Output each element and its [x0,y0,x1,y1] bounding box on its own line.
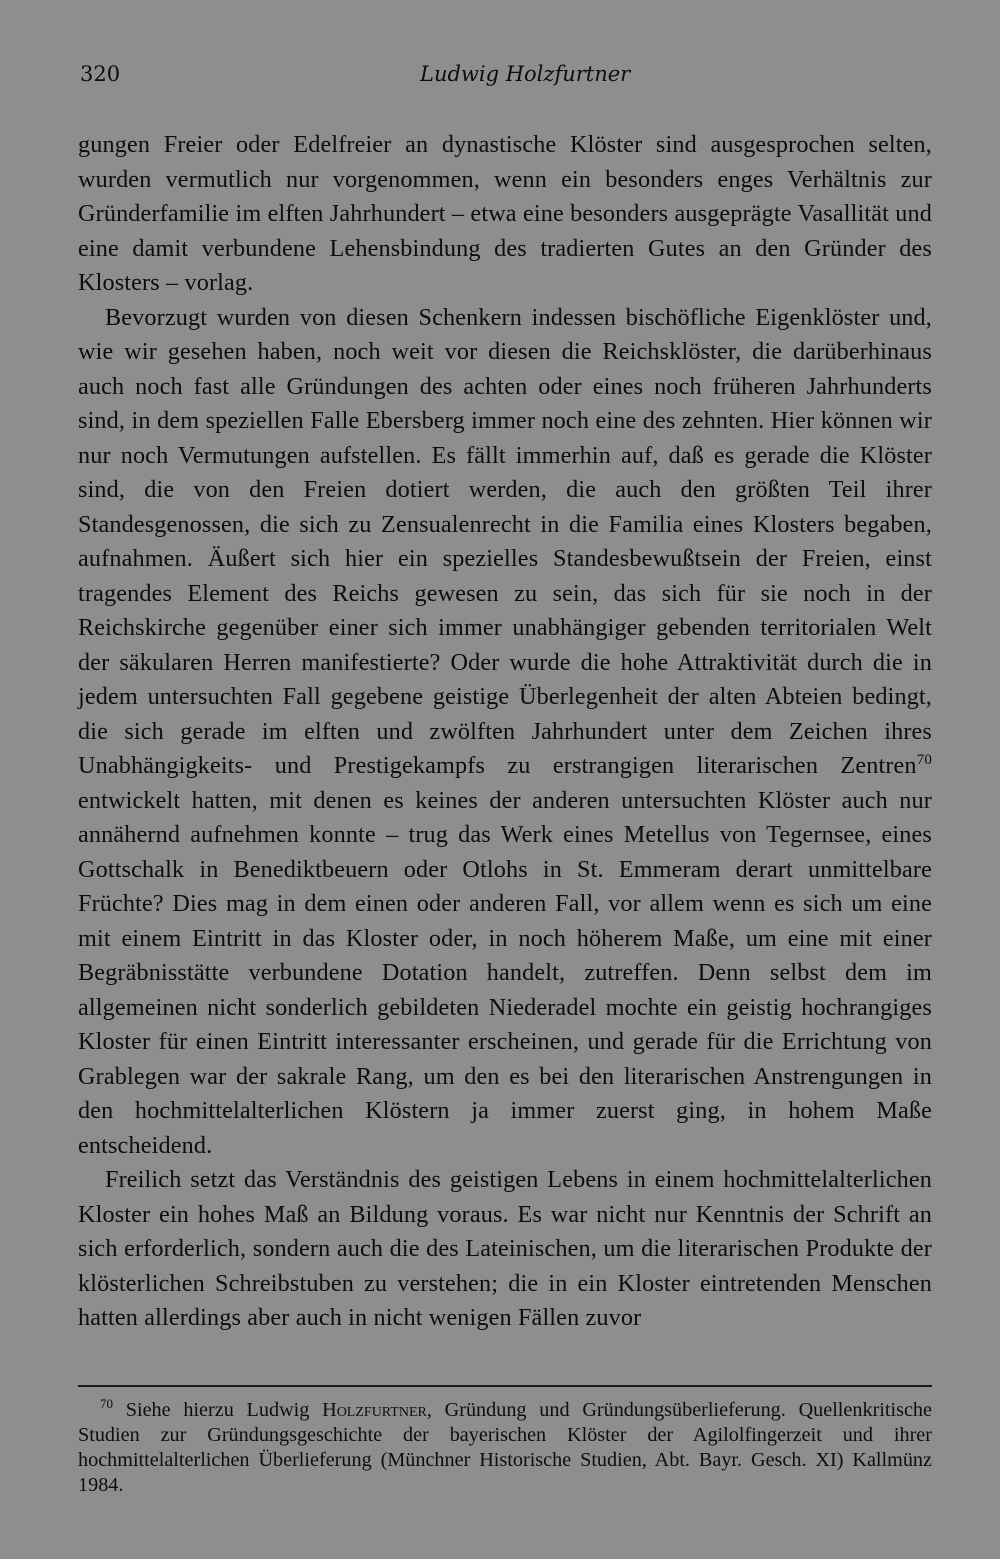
page-number: 320 [80,62,121,86]
running-head: Ludwig Holzfurtner [420,62,631,86]
footnote-divider [78,1385,932,1387]
paragraph-2-part-2: entwickelt hatten, mit denen es keines der anderen untersuchten Klöster auch nur annähernd aufnehmen konnte – trug das Werk eines Metellus von Tegernsee, eines Gottschalk in Benediktbeuern oder Otlohs in St. Emmeram derart unmittelbare Früchte? Dies mag in dem einen oder anderen Fall, vor allem wenn es sich um eine mit einem Eintritt in das Kloster oder, in noch höherem Maße, um eine mit einer Begräbnisstätte verbundene Dotation handelt, zutreffen. Denn selbst dem im allgemeinen nicht sonderlich gebildeten Niederadel mochte ein geistig hochrangiges Kloster für einen Eintritt interessanter erscheinen, und gerade für die Errichtung von Grablegen war der sakrale Rang, um den es bei den literarischen Anstrengungen in den hochmittelalterlichen Klöstern ja immer zuerst ging, in hohem Maße entscheidend. [78,786,932,1159]
paragraph-3: Freilich setzt das Verständnis des geistigen Lebens in einem hochmittelalterlichen Kloster ein hohes Maß an Bildung voraus. Es war nicht nur Kenntnis der Schrift an sich erforderlich, sondern auch die des Lateinischen, um die literarischen Produkte der klösterlichen Schreibstuben zu verstehen; die in ein Kloster eintretenden Menschen hatten allerdings aber auch in nicht wenigen Fällen zuvor [78,1166,932,1331]
main-text [78,128,932,1336]
page-header [76,62,936,98]
footnote-author: Holzfurtner [322,1399,427,1421]
paragraph-2-part-1: Bevorzugt wurden von diesen Schenkern indessen bischöfliche Eigenklöster und, wie wir gesehen haben, noch weit vor diesen die Reichsklöster, die darüberhinaus auch noch fast alle Gründungen des achten oder eines noch früheren Jahrhunderts sind, in dem speziellen Falle Ebersberg immer noch eine des zehnten. Hier können wir nur noch Vermutungen aufstellen. Es fällt immerhin auf, daß es gerade die Klöster sind, die von den Freien dotiert werden, die auch den größten Teil ihrer Standesgenossen, die sich zu Zensualenrecht in die Familia eines Klosters begaben, aufnahmen. Äußert sich hier ein spezielles Standesbewußtsein der Freien, einst tragendes Element des Reichs gewesen zu sein, das sich für sie noch in der Reichskirche gegenüber einer sich immer unabhängiger gebenden territorialen Welt der säkularen Herren manifestierte? Oder wurde die hohe Attraktivität durch die in jedem untersuchten Fall gegebene geistige Überlegenheit der alten Abteien bedingt, die sich gerade im elften und zwölften Jahrhundert unter dem Zeichen ihres Unabhängigkeits- und Prestigekampfs zu erstrangigen literarischen Zentren [78,303,932,779]
paragraph-2 [78,301,932,1164]
footnote-text-2: , Gründung und Gründungsüberlieferung. Quellenkritische Studien zur Gründungsgeschichte der bayerischen Klöster der Agilolfingerzeit und ihrer hochmittelalterlichen Überlieferung (Münchner Historische Studien, Abt. Bayr. Gesch. XI) Kallmünz 1984. [78,1399,932,1496]
paragraph-1: gungen Freier oder Edelfreier an dynastische Klöster sind ausgesprochen selten, wurden vermutlich nur vorgenommen, wenn ein besonders enges Verhältnis zur Gründerfamilie im elften Jahrhundert – etwa eine besonders ausgeprägte Vasallität und eine damit verbundene Lehensbindung des tradierten Gutes an den Gründer des Klosters – vorlag. [78,131,932,296]
footnote-number: 70 [100,1396,113,1411]
footnote-text-1: Siehe hierzu Ludwig [113,1399,323,1421]
footnote-reference: 70 [916,752,932,768]
footnote [78,1398,932,1498]
